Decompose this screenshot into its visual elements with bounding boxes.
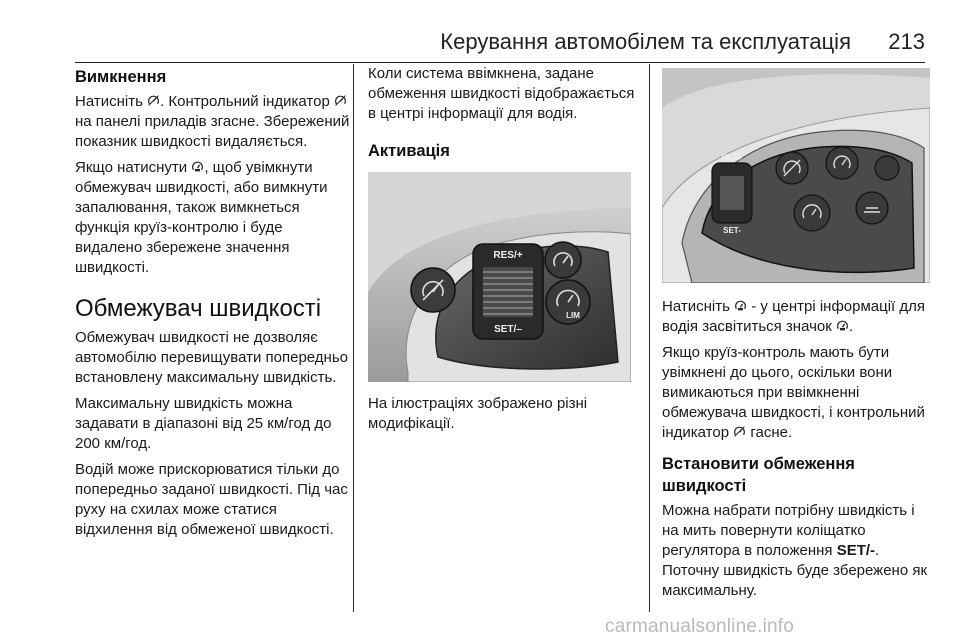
steering-switch-illustration (368, 172, 631, 382)
set-minus-label: SET/- (836, 542, 876, 559)
paragraph: Можна набрати потрібну швидкість і на мить повернути коліщатко регулятора в положення SET/-. Поточну швидкість буде збережено як максимальну. (662, 502, 928, 599)
cruise-control-icon (147, 94, 160, 107)
page-title: Керування автомобілем та експлуатація (440, 29, 851, 54)
cruise-control-icon (334, 94, 347, 107)
paragraph: Якщо натиснути , щоб увімкнути обмежувач швидкості, або вимкнути запалювання, також вимкнеться функція круїз-контролю і буде видалено збережене значення швидкості. (75, 159, 328, 276)
paragraph: Якщо круїз-контроль мають бути увімкнені до цього, оскільки вони вимикаються при ввімкненні обмежувача швидкості, і контрольний індикатор гасне. (662, 344, 925, 441)
svg-text:RES/+: RES/+ (493, 250, 523, 261)
steering-switch-figure (368, 172, 631, 382)
watermark: carmanualsonline.info (605, 616, 795, 637)
figure-caption: На ілюстраціях зображено різні модифікації. (368, 395, 588, 432)
heading-activation: Активація (368, 142, 450, 160)
column-3 (662, 64, 930, 607)
speed-limiter-icon (836, 319, 849, 332)
paragraph: Обмежувач швидкості не дозволяє автомобілю перевищувати попередньо встановлену максимальну швидкість. (75, 329, 348, 386)
column-2 (368, 64, 636, 440)
svg-text:SET/–: SET/– (494, 324, 522, 335)
speed-limiter-icon (734, 299, 747, 312)
heading-off: Вимкнення (75, 68, 167, 86)
paragraph: Водій може прискорюватися тільки до попередньо заданої швидкості. Під час руху на схилах може статися відхилення від обмеженої швидкості. (75, 461, 348, 538)
column-divider (353, 64, 354, 612)
paragraph: Коли система ввімкнена, задане обмеження швидкості відображається в центрі інформації для водія. (368, 65, 635, 122)
steering-switch-figure-2 (662, 68, 930, 283)
svg-text:RES+: RES+ (721, 153, 743, 162)
column-1 (75, 64, 350, 546)
cruise-control-icon (733, 425, 746, 438)
svg-text:LIM: LIM (566, 311, 580, 320)
paragraph: Максимальну швидкість можна задавати в діапазоні від 25 км/год до 200 км/год. (75, 395, 332, 452)
steering-wheel-illustration (662, 68, 930, 283)
column-divider (649, 64, 650, 612)
page-header (75, 22, 925, 63)
section-title: Обмежувач швидкості (75, 295, 322, 322)
heading-set-limit: Встановити обмеження швидкості (662, 455, 855, 495)
speed-limiter-icon (191, 160, 204, 173)
svg-text:SET-: SET- (723, 226, 741, 235)
paragraph: Натисніть . Контрольний індикатор на панелі приладів згасне. Збережений показник швидкості видаляється. (75, 93, 350, 150)
page-number: 213 (888, 29, 925, 54)
paragraph: Натисніть - у центрі інформації для водія засвітиться значок . (662, 298, 926, 335)
